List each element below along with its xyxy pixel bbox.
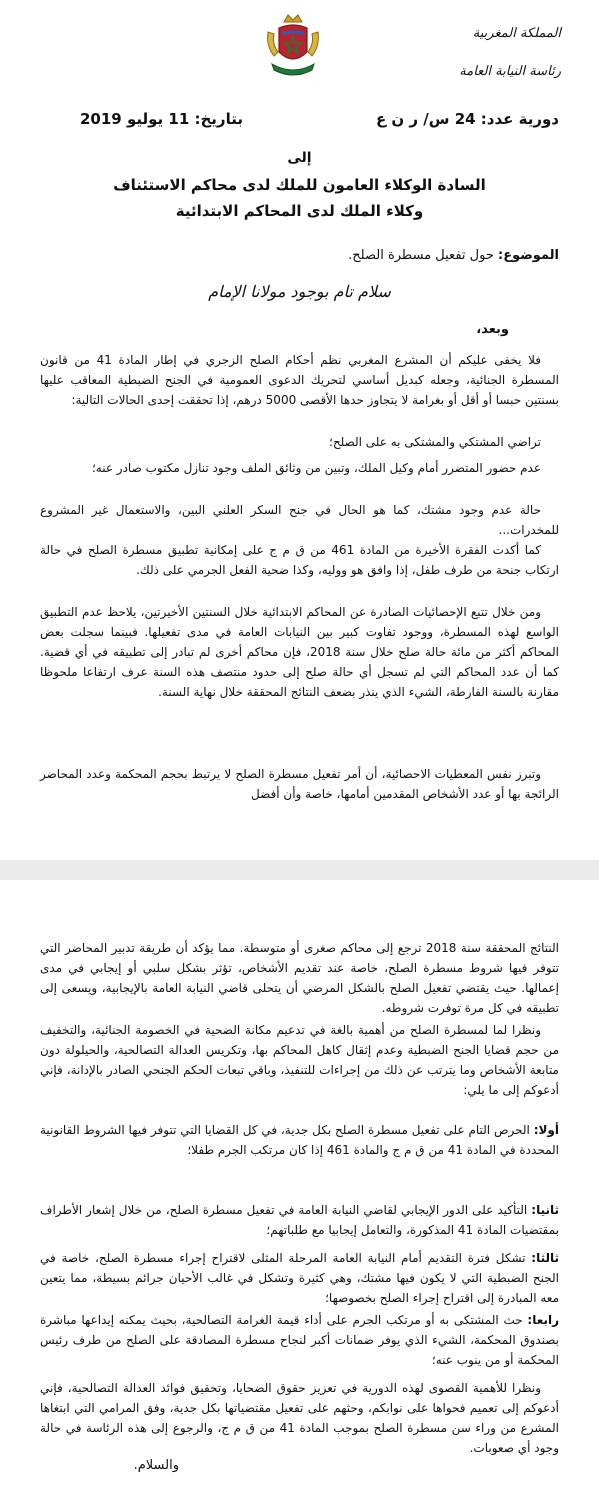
paragraph-children: كما أكدت الفقرة الأخيرة من المادة 461 من ق م ج على إمكانية تطبيق مسطرة الصلح في حالة ارتكاب جنحة من طرف طفل، إذا وافق هو ووليه، وكذا ضحية الفعل الجرمي على ذلك. — [40, 543, 559, 577]
subject-line — [348, 248, 559, 263]
header-kingdom: المملكة المغربية — [472, 26, 561, 41]
paragraph-results: النتائج المحققة سنة 2018 ترجع إلى محاكم صغرى أو متوسطة. مما يؤكد أن طريقة تدبير المحاضر التي تتوفر فيها شروط مسطرة الصلح، خاصة عند تقديم الأشخاص، تؤثر بشكل سلبي أو إيجابي في مدى إعمالها. حيث يقتضي تفعيل الصلح بالشكل المرضي أن يتحلى قاضي النيابة العامة بالإيجابية، ويسعى إلى تطبيقه في كل مرة توفرت شروطه. — [40, 941, 559, 1015]
paragraph-statistics: ومن خلال تتبع الإحصائيات الصادرة عن المحاكم الابتدائية خلال السنتين الأخيرتين، يلاحظ عدم التطبيق الواسع لهذه المسطرة، ووجود تفاوت كبير بين النيابات العامة في مدى تفعيلها. فبينما سجلت بعض المحاكم أكثر من مائة حالة صلح خلال سنة 2018، فإن محاكم أخرى لم تبادر إلى تطبيقه في أي قضية. كما أن عدد المحاكم التي لم تسجل أي حالة صلح إلى حدود منتصف هذه السنة عرف ارتفاعا ملحوظا مقارنة بالسنة الفارطة، الشيء الذي ينذر بضعف النتائج المحققة خلال نهاية السنة. — [40, 605, 559, 699]
page-separator — [0, 860, 599, 880]
to-label: إلى — [287, 150, 312, 166]
list-item: حالة عدم وجود مشتك، كما هو الحال في جنح السكر العلني البين، والاستعمال غير المشروع للمخدرات... — [40, 503, 559, 537]
list-item: ثالثا: تشكل فترة التقديم أمام النيابة العامة المرحلة المثلى لاقتراح إجراء مسطرة الصلح، خاصة في الجنح الضبطية التي لا يكون فيها مشتك، وهي كثيرة وتشكل في غالب الأحيان جرائم بسيطة، مما يتعين معه المبادرة إلى اقتراح إجراء الصلح بخصوصها؛ — [40, 1251, 559, 1305]
paragraph-data: وتبرز نفس المعطيات الاحصائية، أن أمر تفعيل مسطرة الصلح لا يرتبط بحجم المحكمة وعدد المحاضر الرائجة بها أو عدد الأشخاص المقدمين أمامها، خاصة وأن أفضل — [40, 767, 559, 801]
paragraph-importance: ونظرا لما لمسطرة الصلح من أهمية بالغة في تدعيم مكانة الضحية في الخصومة الجنائية، والتخفيف من حجم قضايا الجنح الضبطية وعدم إثقال كاهل المحاكم بها، وتكريس العدالة التصالحية، والحيلولة دون متابعة الأشخاص وما يترتب عن ذلك من إجراءات للتنفيذ، وباقي تبعات الحكم الجنحي الصادر بالإدانة، فإني أدعوكم إلى ما يلي: — [40, 1023, 559, 1097]
item-label: أولا: — [533, 1123, 559, 1137]
list-item: ثانيا: التأكيد على الدور الإيجابي لقاضي النيابة العامة في تفعيل مسطرة الصلح، من خلال إشعار الأطراف بمقتضيات المادة 41 المذكورة، والتعامل إيجابيا مع طلباتهم؛ — [40, 1203, 559, 1237]
list-item: تراضي المشتكي والمشتكى به على الصلح؛ — [329, 435, 541, 449]
subject-label: الموضوع: — [498, 248, 559, 263]
recipient-line-2: وكلاء الملك لدى المحاكم الابتدائية — [175, 202, 424, 220]
recipient-line-1: السادة الوكلاء العامون للملك لدى محاكم الاستئناف — [113, 176, 486, 194]
item-label: ثانيا: — [531, 1203, 559, 1217]
document-page-2 — [0, 880, 599, 1490]
header-presidency: رئاسة النيابة العامة — [459, 64, 561, 79]
subject-text: حول تفعيل مسطرة الصلح. — [348, 248, 494, 263]
wabad: وبعد، — [476, 322, 509, 337]
item-label: رابعا: — [527, 1313, 559, 1327]
list-item: أولا: الحرص التام على تفعيل مسطرة الصلح بكل جدية، في كل القضايا التي تتوفر فيها الشروط القانونية المحددة في المادة 41 من ق م ج والمادة 461 إذا كان مرتكب الجرم طفلا؛ — [40, 1123, 559, 1157]
list-item: عدم حضور المتضرر أمام وكيل الملك، وتبين من وثائق الملف وجود تنازل مكتوب صادر عنه؛ — [91, 461, 541, 475]
paragraph-intro: فلا يخفى عليكم أن المشرع المغربي نظم أحكام الصلح الزجري في إطار المادة 41 من قانون المسطرة الجنائية، وجعله كبديل أساسي لتحريك الدعوى العمومية في الجنح الضبطية المعاقب عليها بسنتين حبسا أو أقل أو بغرامة لا يتجاوز حدها الأقصى 5000 درهم، إذا تحققت إحدى الحالات التالية: — [40, 353, 559, 407]
item-label: ثالثا: — [531, 1251, 559, 1265]
closing-salutation: والسلام. — [133, 1458, 179, 1473]
circular-date: بتاريخ: 11 يوليو 2019 — [80, 110, 243, 128]
list-item: رابعا: حث المشتكى به أو مرتكب الجرم على أداء قيمة الغرامة التصالحية، بحيث يمكنه إيداعها مباشرة بصندوق المحكمة، الشيء الذي يوفر ضمانات أكبر لنجاح مسطرة المصادقة على الصلح من طرف رئيس المحكمة أو من ينوب عنه؛ — [40, 1313, 559, 1367]
royal-emblem-icon — [262, 12, 324, 82]
greeting: سلام تام بوجود مولانا الإمام — [208, 282, 391, 301]
circular-reference: دورية عدد: 24 س/ ر ن ع — [375, 110, 559, 128]
paragraph-final: ونظرا للأهمية القصوى لهذه الدورية في تعزيز حقوق الضحايا، وتحقيق فوائد العدالة التصالحية، فإني أدعوكم إلى تعميم فحواها على نوابكم، وحثهم على تفعيل مقتضياتها بكل جدية، وفق المرامي التي ابتغاها المشرع من وراء سن مسطرة الصلح بموجب المادة 41 من ق م ج، والرجوع إلى هذه الرئاسة في حالة وجود أي صعوبات. — [40, 1381, 560, 1455]
